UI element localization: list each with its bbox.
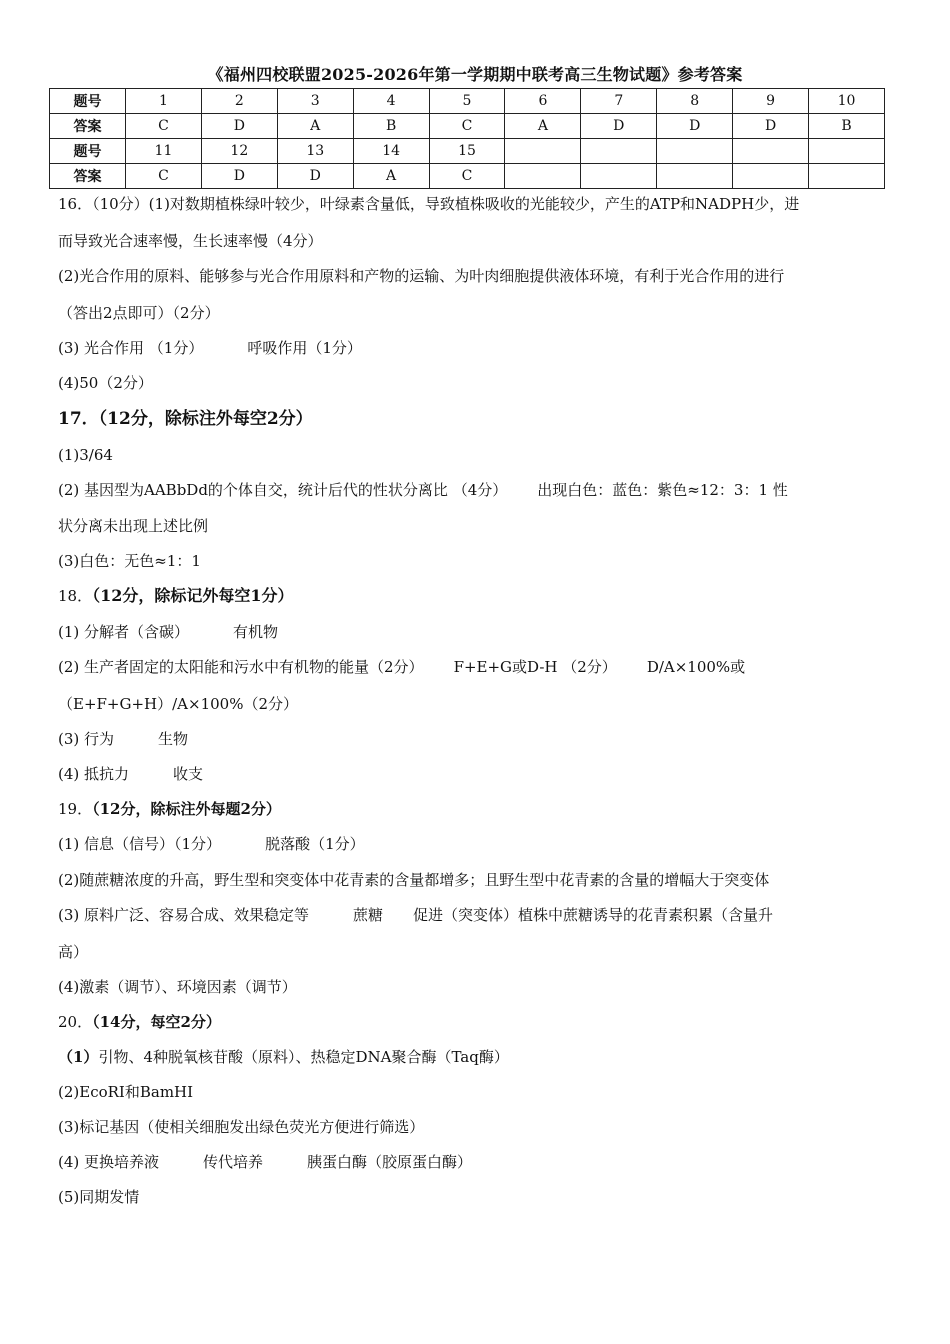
q16-line-3: (2)光合作用的原料、能够参与光合作用原料和产物的运输、为叶肉细胞提供液体环境，有利于光合作用的进行 [58,267,785,285]
q19-heading-number: 19． [58,800,93,818]
table-cell: 12 [201,139,277,164]
q17-line-4: (3)白色：无色≈1：1 [58,552,201,570]
q19-heading [58,799,281,819]
row-label-question: 题号 [50,89,126,114]
q18-line-2-part-a: (2) 生产者固定的太阳能和污水中有机物的能量（2分） [58,658,424,676]
q20-line-1-text: 引物、4种脱氧核苷酸（原料）、热稳定DNA聚合酶（Taq酶） [98,1048,509,1066]
table-cell: 11 [126,139,202,164]
q18-line-5 [58,764,203,784]
table-cell: C [429,114,505,139]
q20-heading-text: （14分，每空2分） [92,1013,221,1031]
answer-table [49,88,885,189]
table-cell [581,139,657,164]
q20-heading [58,1012,221,1032]
q18-line-3: （E+F+G+H）/A×100%（2分） [58,695,299,713]
q18-heading-number: 18． [58,587,93,605]
q17-line-3: 状分离未出现上述比例 [58,517,209,535]
q18-line-4-part-b: 生物 [158,730,189,748]
table-cell: 9 [733,89,809,114]
q20-line-3: (3)标记基因（使相关细胞发出绿色荧光方便进行筛选） [58,1118,425,1136]
q16-line-4: （答出2点即可）（2分） [58,304,220,322]
q16-line-5-part-b: 呼吸作用（1分） [247,339,362,357]
table-cell: B [353,114,429,139]
table-cell: D [733,114,809,139]
table-row [50,114,885,139]
table-cell: A [505,114,581,139]
q18-line-4-part-a: (3) 行为 [58,730,115,748]
table-cell [581,164,657,189]
table-cell: D [657,114,733,139]
q19-line-1-part-a: (1) 信息（信号）（1分） [58,835,222,853]
q20-line-5: (5)同期发情 [58,1188,140,1206]
q19-line-2: (2)随蔗糖浓度的升高，野生型和突变体中花青素的含量都增多；且野生型中花青素的含量的增幅大于突变体 [58,871,770,889]
table-cell: 14 [353,139,429,164]
table-cell [809,139,885,164]
q19-line-1 [58,834,365,854]
table-cell: 6 [505,89,581,114]
q20-line-4-part-a: (4) 更换培养液 [58,1153,160,1171]
q19-heading-text: （12分，除标注外每题2分） [92,800,281,818]
row-label-answer: 答案 [50,164,126,189]
table-cell: 8 [657,89,733,114]
table-cell [809,164,885,189]
q19-line-3 [58,905,773,925]
table-cell: A [277,114,353,139]
q18-line-2-part-b: F+E+G或D-H （2分） [453,658,617,676]
q20-line-1 [58,1047,509,1067]
q17-line-1: (1)3/64 [58,446,113,464]
q20-line-2: (2)EcoRI和BamHI [58,1083,194,1101]
table-row [50,164,885,189]
q17-line-2-part-a: (2) 基因型为AABbDd的个体自交，统计后代的性状分离比 （4分） [58,481,508,499]
table-cell: D [201,164,277,189]
q20-line-4-part-c: 胰蛋白酶（胶原蛋白酶） [307,1153,473,1171]
q17-line-2 [58,480,788,500]
table-cell [505,164,581,189]
table-cell [657,164,733,189]
table-cell: A [353,164,429,189]
table-cell: D [581,114,657,139]
q16-line-6: (4)50（2分） [58,374,153,392]
table-cell: 4 [353,89,429,114]
q18-heading-text: （12分，除标记外每空1分） [92,586,294,605]
table-cell: 2 [201,89,277,114]
table-cell: 5 [429,89,505,114]
q20-line-1-number: （1） [58,1048,99,1066]
q19-line-3-part-b: 蔗糖 [353,906,384,924]
table-cell: B [809,114,885,139]
table-cell: 1 [126,89,202,114]
q18-line-5-part-a: (4) 抵抗力 [58,765,130,783]
q18-line-1 [58,622,278,642]
table-cell: 3 [277,89,353,114]
table-row [50,89,885,114]
q19-line-3-part-c: 促进（突变体）植株中蔗糖诱导的花青素积累（含量升 [413,906,774,924]
q20-line-4-part-b: 传代培养 [203,1153,264,1171]
table-cell [505,139,581,164]
q17-line-2-part-b: 出现白色：蓝色：紫色≈12：3：1 性 [537,481,788,499]
q19-line-5: (4)激素（调节）、环境因素（调节） [58,978,297,996]
q16-line-1: 16．（10分）(1)对数期植株绿叶较少，叶绿素含量低，导致植株吸收的光能较少，产生的ATP和NADPH少，进 [58,195,800,213]
q18-line-1-part-a: (1) 分解者（含碳） [58,623,190,641]
table-cell: C [429,164,505,189]
q18-line-1-part-b: 有机物 [233,623,279,641]
q18-line-5-part-b: 收支 [173,765,204,783]
table-cell: C [126,114,202,139]
table-cell [733,139,809,164]
row-label-answer: 答案 [50,114,126,139]
page-title: 《福州四校联盟2025-2026年第一学期期中联考高三生物试题》参考答案 [207,65,743,84]
q16-line-5-part-a: (3) 光合作用 （1分） [58,339,204,357]
table-cell: D [277,164,353,189]
q16-line-2: 而导致光合速率慢，生长速率慢（4分） [58,232,323,250]
q20-line-4 [58,1152,472,1172]
q17-heading: 17．（12分，除标注外每空2分） [58,409,313,429]
table-cell [657,139,733,164]
q20-heading-number: 20． [58,1013,93,1031]
table-row [50,139,885,164]
table-cell: 15 [429,139,505,164]
table-cell: 13 [277,139,353,164]
q18-line-4 [58,729,188,749]
q19-line-4: 高） [58,943,89,961]
q19-line-1-part-b: 脱落酸（1分） [265,835,365,853]
q18-line-2-part-c: D/A×100%或 [646,658,746,676]
table-cell: 10 [809,89,885,114]
q18-heading [58,586,294,606]
table-cell: D [201,114,277,139]
q16-line-5 [58,338,362,358]
row-label-question: 题号 [50,139,126,164]
table-cell [733,164,809,189]
table-cell: C [126,164,202,189]
table-cell: 7 [581,89,657,114]
q18-line-2 [58,657,745,677]
q19-line-3-part-a: (3) 原料广泛、容易合成、效果稳定等 [58,906,310,924]
